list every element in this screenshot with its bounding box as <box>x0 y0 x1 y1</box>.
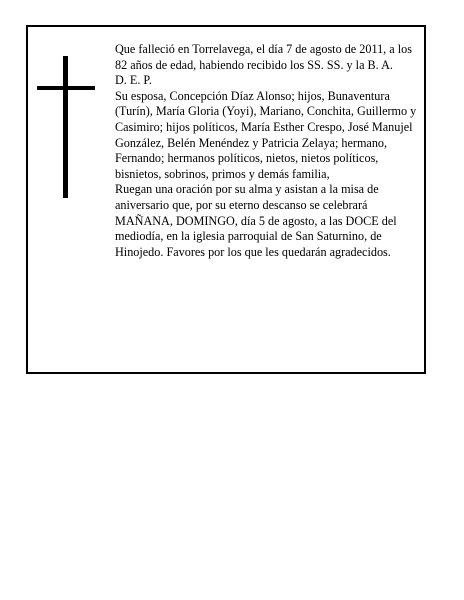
cross-icon <box>37 56 95 198</box>
mass-invitation: Ruegan una oración por su alma y asistan a la misa de aniversario que, por su eterno descanso se celebrará MAÑANA, DOMINGO, día 5 de agosto, a las DOCE del mediodía, en la iglesia parroquial de San Saturnino, de Hinojedo. Favores por los que les quedarán agradecidos. <box>115 182 397 259</box>
rip-line: D. E. P. <box>115 73 152 88</box>
cross-vertical-bar <box>63 56 68 198</box>
notice-text <box>115 42 427 260</box>
death-announcement: Que falleció en Torrelavega, el día 7 de agosto de 2011, a los 82 años de edad, habiendo recibido los SS. SS. y la B. A. <box>115 42 412 72</box>
family-list: Su esposa, Concepción Díaz Alonso; hijos, Bunaventura (Turín), María Gloria (Yoyi), Mariano, Conchita, Guillermo y Casimiro; hijos políticos, María Esther Crespo, José Manujel González, Belén Menéndez y Patricia Zelaya; hermano, Fernando; hermanos políticos, nietos, nietos políticos, bisnietos, sobrinos, primos y demás familia, <box>115 88 417 181</box>
obituary-notice <box>26 25 426 374</box>
cross-horizontal-bar <box>37 86 95 90</box>
